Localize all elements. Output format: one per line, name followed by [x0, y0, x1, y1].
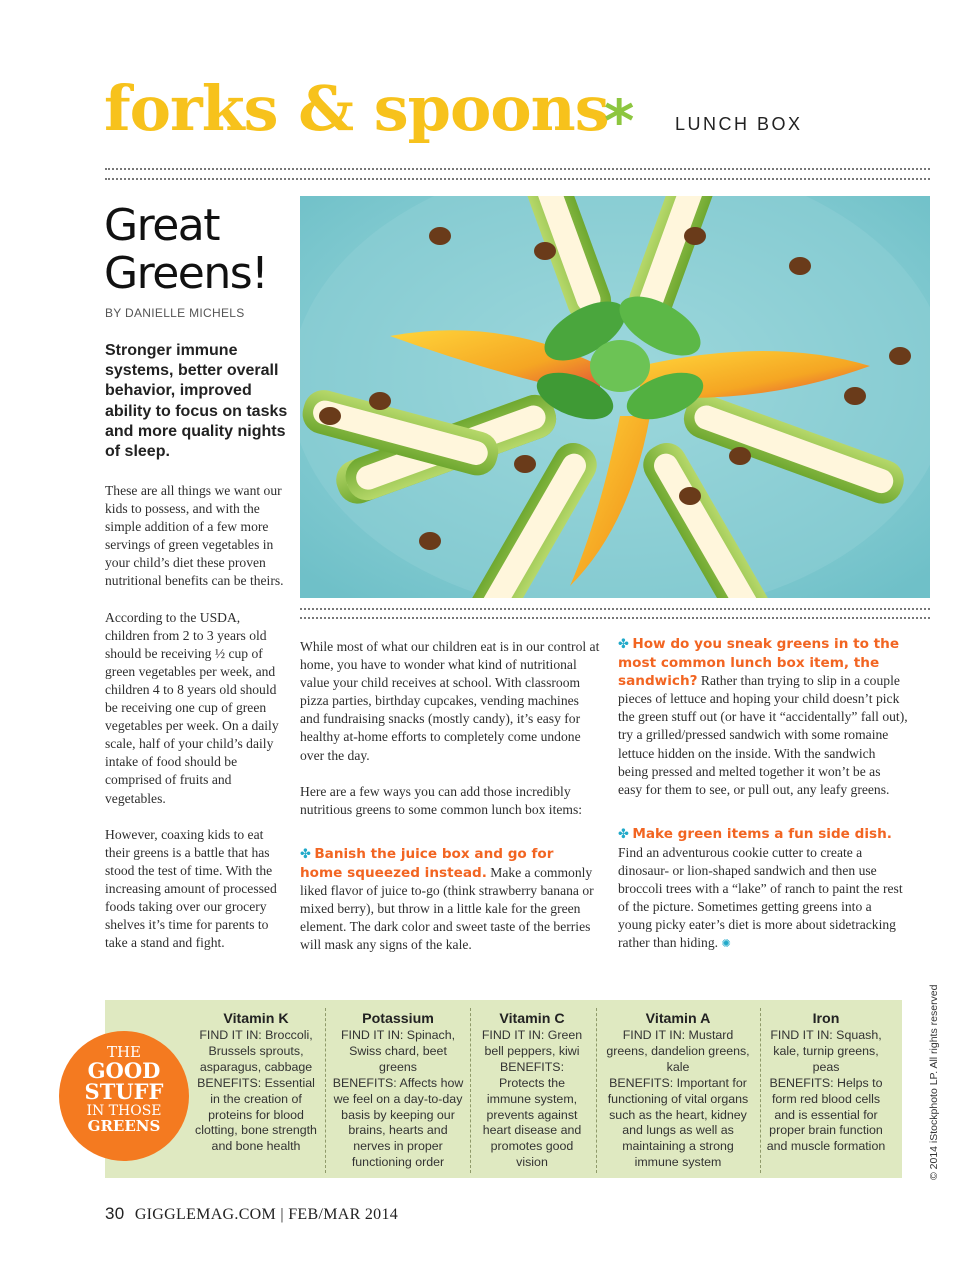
paragraph: While most of what our children eat is in our control at home, you have to wonder what kind of nutritional value your child receives at school. With classroom pizza parties, birthday cupcakes, vending machines and fundraising snacks (mostly candy), it’s easy for healthy at-home efforts to completely come undone over the day. [300, 639, 600, 763]
tip-body: Find an adventurous cookie cutter to create a dinosaur- or lion-shaped sandwich and then use broccoli trees with a “lake” of ranch to paint the rest of the picture. Sometimes getting greens into a young picky eater’s diet is more about sidetracking rather than hiding. [618, 844, 903, 951]
header-divider-top [105, 168, 930, 170]
photo-divider-bottom [300, 617, 930, 619]
paragraph: According to the USDA, children from 2 to 3 years old should be receiving ½ cup of green vegetables per week, and children 4 to 8 years old should be receiving one cup of green vegetables per week. On a daily scale, half of your child’s daily intake of food should be comprised of fruits and vegetables. [105, 609, 279, 806]
tip-side-dish [618, 825, 908, 954]
badge-line-stuff: STUFF [84, 1079, 164, 1104]
nutrient-sources: FIND IT IN: Green bell peppers, kiwi [481, 1028, 583, 1058]
nutrient-name: Vitamin A [645, 1011, 711, 1027]
photo-divider-top [300, 608, 930, 610]
photo-credit [926, 975, 942, 1180]
tip-body: Rather than trying to slip in a couple pieces of lettuce and hoping your child doesn’t pick the green stuff out (or have it “accidentally” fall out), try a grilled/pressed sandwich with some romaine lettuce hidden on the inside. With the sandwich being pressed and melted together it won’t be as easy for them to see, or pull out, any leafy greens. [618, 673, 908, 797]
tip-heading: How do you sneak greens in to the most common lunch box item, the sandwich? [618, 636, 900, 690]
food-illustration [300, 196, 930, 598]
header-divider-bottom [105, 178, 930, 180]
nutrient-vitamin-c [476, 1010, 588, 1171]
tip-juice-box [300, 845, 600, 955]
byline: BY DANIELLE MICHELS [105, 306, 245, 320]
page-footer [105, 1204, 398, 1224]
nutrient-iron [765, 1010, 887, 1155]
nutrient-vitamin-a [603, 1010, 753, 1171]
badge-line: THE [106, 1043, 142, 1061]
end-mark-icon: ✺ [721, 938, 731, 951]
magazine-section-brand: forks & spoons [104, 72, 609, 145]
nutrient-sources: FIND IT IN: Broccoli, Brussels sprouts, asparagus, cabbage [199, 1028, 313, 1074]
nutrient-benefits: BENEFITS: Affects how we feel on a day-to-day basis by keeping our brains, hearts and nerves in proper functioning order [332, 1075, 464, 1170]
nutrient-sources: FIND IT IN: Spinach, Swiss chard, beet greens [340, 1028, 456, 1074]
nutrient-name: Vitamin K [223, 1011, 289, 1027]
article-title-line-2: Greens! [104, 248, 268, 299]
column-divider [470, 1008, 471, 1173]
badge-line [59, 1060, 189, 1102]
good-stuff-badge [59, 1031, 189, 1161]
column-divider [596, 1008, 597, 1173]
nutrient-sources: FIND IT IN: Mustard greens, dandelion greens, kale [606, 1028, 750, 1074]
article-column-3 [618, 635, 908, 972]
tip-heading: Banish the juice box and go for home squeezed instead. [300, 845, 554, 881]
footer-site: GIGGLEMAG.COM [134, 1206, 277, 1223]
bullet-icon: ✤ [618, 637, 629, 652]
badge-line-good: GOOD [87, 1058, 161, 1083]
intro-deck: Stronger immune systems, better overall behavior, improved ability to focus on tasks and more quality nights of sleep. [105, 342, 288, 461]
nutrient-name: Potassium [362, 1011, 434, 1027]
tip-sandwich [618, 635, 908, 799]
nutrient-vitamin-k [194, 1010, 318, 1155]
paragraph: However, coaxing kids to eat their greens is a battle that has stood the test of time. With the increasing amount of processed foods taking over our grocery shelves it’s time for parents to take a stand and fight. [105, 826, 277, 951]
nutrient-benefits: BENEFITS: Essential in the creation of proteins for blood clotting, bone strength and bone health [195, 1075, 317, 1154]
photo-credit-text: © 2014 iStockphoto LP. All rights reserved [928, 984, 940, 1180]
article-column-2 [300, 638, 600, 972]
article-column-1 [105, 482, 285, 970]
nutrient-sources: FIND IT IN: Squash, kale, turnip greens, peas [770, 1028, 882, 1074]
bullet-icon: ✤ [300, 846, 311, 862]
column-divider [325, 1008, 326, 1173]
section-label: LUNCH BOX [675, 114, 803, 134]
paragraph: Here are a few ways you can add those incredibly nutritious greens to some common lunch box items: [300, 783, 583, 817]
column-divider [760, 1008, 761, 1173]
badge-line: IN THOSE [86, 1103, 162, 1119]
article-title-line-1: Great [104, 200, 220, 251]
paragraph: These are all things we want our kids to possess, and with the simple addition of a few more servings of green vegetables in your child’s diet these proven nutritional benefits can be theirs. [105, 483, 284, 589]
footer-divider: | [280, 1206, 284, 1223]
badge-line: GREENS [87, 1117, 161, 1135]
article-title [104, 202, 267, 298]
nutrient-name: Iron [812, 1011, 840, 1027]
tip-body: Make a commonly liked flavor of juice to-go (think strawberry banana or mixed berry), but throw in a little kale for the green element. The dark color and sweet taste of the berries will mask any signs of the kale. [300, 864, 594, 953]
footer-issue: FEB/MAR 2014 [288, 1206, 399, 1223]
nutrient-benefits: BENEFITS: Protects the immune system, prevents against heart disease and promotes good vision [482, 1059, 582, 1170]
nutrient-benefits: BENEFITS: Important for functioning of vital organs such as the heart, kidney and lungs as well as maintaining a strong immune system [607, 1075, 749, 1170]
nutrient-name: Vitamin C [499, 1011, 565, 1027]
nutrient-potassium [332, 1010, 464, 1171]
tip-heading: Make green items a fun side dish. [632, 825, 892, 842]
asterisk-icon: * [604, 87, 635, 155]
nutrient-benefits: BENEFITS: Helps to form red blood cells and is essential for proper brain function and muscle formation [766, 1075, 886, 1154]
page-number: 30 [105, 1204, 125, 1223]
celery-snack-photo [300, 196, 930, 598]
bullet-icon: ✤ [618, 826, 629, 842]
